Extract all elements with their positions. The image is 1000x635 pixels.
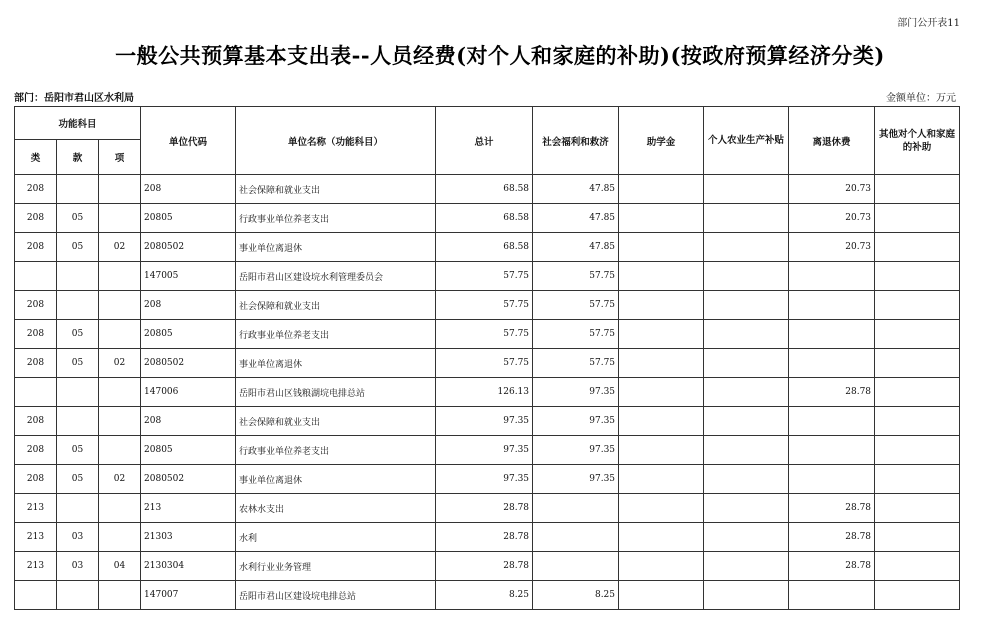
cell-unit-name: 岳阳市君山区建设垸电排总站 (236, 581, 436, 610)
header-lei: 类 (15, 140, 57, 175)
cell-agri-subsidy (704, 349, 789, 378)
table-row (15, 262, 960, 291)
cell-social-welfare (533, 494, 619, 523)
cell-kuan (57, 262, 99, 291)
cell-retirement: 28.78 (789, 494, 875, 523)
cell-retirement (789, 320, 875, 349)
table-row (15, 378, 960, 407)
cell-kuan (57, 407, 99, 436)
cell-lei: 208 (15, 407, 57, 436)
cell-unit-name: 社会保障和就业支出 (236, 175, 436, 204)
cell-unit-code: 2080502 (141, 465, 236, 494)
cell-scholarship (619, 204, 704, 233)
cell-kuan (57, 175, 99, 204)
cell-xiang (99, 407, 141, 436)
cell-total: 57.75 (436, 320, 533, 349)
cell-retirement (789, 581, 875, 610)
cell-agri-subsidy (704, 378, 789, 407)
cell-total: 28.78 (436, 552, 533, 581)
cell-social-welfare (533, 552, 619, 581)
cell-lei (15, 378, 57, 407)
cell-other-subsidy (875, 378, 960, 407)
cell-retirement: 20.73 (789, 233, 875, 262)
cell-total: 57.75 (436, 349, 533, 378)
cell-unit-code: 213 (141, 494, 236, 523)
cell-unit-code: 21303 (141, 523, 236, 552)
cell-lei: 208 (15, 436, 57, 465)
cell-kuan: 03 (57, 552, 99, 581)
cell-lei: 208 (15, 291, 57, 320)
cell-kuan: 05 (57, 204, 99, 233)
cell-lei: 208 (15, 465, 57, 494)
cell-agri-subsidy (704, 465, 789, 494)
cell-other-subsidy (875, 175, 960, 204)
cell-unit-name: 行政事业单位养老支出 (236, 436, 436, 465)
cell-xiang (99, 320, 141, 349)
cell-unit-code: 20805 (141, 320, 236, 349)
cell-total: 68.58 (436, 204, 533, 233)
cell-other-subsidy (875, 233, 960, 262)
table-row (15, 291, 960, 320)
cell-scholarship (619, 320, 704, 349)
cell-scholarship (619, 552, 704, 581)
cell-lei: 208 (15, 233, 57, 262)
cell-other-subsidy (875, 320, 960, 349)
cell-scholarship (619, 349, 704, 378)
header-total: 总计 (436, 107, 533, 175)
cell-scholarship (619, 436, 704, 465)
header-other-subsidy: 其他对个人和家庭的补助 (875, 107, 960, 175)
cell-unit-code: 147006 (141, 378, 236, 407)
cell-social-welfare: 97.35 (533, 436, 619, 465)
cell-lei: 208 (15, 320, 57, 349)
cell-retirement: 28.78 (789, 523, 875, 552)
cell-retirement (789, 407, 875, 436)
cell-total: 97.35 (436, 465, 533, 494)
cell-lei: 208 (15, 175, 57, 204)
cell-unit-code: 147007 (141, 581, 236, 610)
cell-other-subsidy (875, 581, 960, 610)
table-row (15, 233, 960, 262)
cell-unit-name: 事业单位离退休 (236, 233, 436, 262)
cell-unit-name: 事业单位离退休 (236, 349, 436, 378)
cell-agri-subsidy (704, 233, 789, 262)
cell-unit-code: 208 (141, 407, 236, 436)
cell-kuan (57, 378, 99, 407)
cell-agri-subsidy (704, 552, 789, 581)
cell-total: 97.35 (436, 436, 533, 465)
cell-total: 57.75 (436, 262, 533, 291)
table-body (15, 175, 960, 610)
cell-total: 28.78 (436, 523, 533, 552)
cell-xiang (99, 291, 141, 320)
cell-xiang (99, 175, 141, 204)
cell-other-subsidy (875, 552, 960, 581)
table-row (15, 552, 960, 581)
cell-retirement: 20.73 (789, 204, 875, 233)
cell-retirement: 28.78 (789, 552, 875, 581)
cell-xiang: 02 (99, 349, 141, 378)
table-row (15, 320, 960, 349)
cell-unit-code: 2080502 (141, 349, 236, 378)
cell-xiang (99, 204, 141, 233)
cell-agri-subsidy (704, 407, 789, 436)
cell-retirement: 20.73 (789, 175, 875, 204)
cell-kuan (57, 494, 99, 523)
cell-scholarship (619, 494, 704, 523)
cell-other-subsidy (875, 494, 960, 523)
cell-kuan: 05 (57, 465, 99, 494)
header-function-group: 功能科目 (15, 107, 141, 140)
cell-kuan (57, 291, 99, 320)
cell-scholarship (619, 581, 704, 610)
table-row (15, 349, 960, 378)
cell-unit-name: 行政事业单位养老支出 (236, 204, 436, 233)
cell-retirement (789, 291, 875, 320)
budget-table (14, 106, 960, 610)
cell-social-welfare: 57.75 (533, 349, 619, 378)
cell-other-subsidy (875, 523, 960, 552)
cell-scholarship (619, 262, 704, 291)
cell-agri-subsidy (704, 320, 789, 349)
cell-other-subsidy (875, 204, 960, 233)
header-xiang: 项 (99, 140, 141, 175)
cell-social-welfare: 57.75 (533, 291, 619, 320)
cell-scholarship (619, 233, 704, 262)
cell-kuan: 03 (57, 523, 99, 552)
cell-xiang: 02 (99, 233, 141, 262)
cell-lei: 213 (15, 552, 57, 581)
cell-scholarship (619, 523, 704, 552)
cell-lei (15, 581, 57, 610)
cell-total: 68.58 (436, 175, 533, 204)
header-unit-name: 单位名称（功能科目） (236, 107, 436, 175)
cell-unit-code: 2080502 (141, 233, 236, 262)
cell-xiang (99, 494, 141, 523)
cell-total: 126.13 (436, 378, 533, 407)
cell-scholarship (619, 465, 704, 494)
cell-scholarship (619, 407, 704, 436)
cell-agri-subsidy (704, 436, 789, 465)
cell-agri-subsidy (704, 523, 789, 552)
cell-agri-subsidy (704, 262, 789, 291)
cell-xiang (99, 436, 141, 465)
table-row (15, 407, 960, 436)
header-social-welfare: 社会福利和救济 (533, 107, 619, 175)
cell-unit-name: 行政事业单位养老支出 (236, 320, 436, 349)
cell-social-welfare: 97.35 (533, 407, 619, 436)
cell-agri-subsidy (704, 291, 789, 320)
cell-xiang: 02 (99, 465, 141, 494)
cell-xiang (99, 581, 141, 610)
page-title: 一般公共预算基本支出表--人员经费(对个人和家庭的补助)(按政府预算经济分类) (115, 43, 885, 68)
amount-unit-label: 金额单位：万元 (886, 93, 956, 104)
cell-unit-name: 岳阳市君山区建设垸水利管理委员会 (236, 262, 436, 291)
cell-other-subsidy (875, 465, 960, 494)
cell-total: 57.75 (436, 291, 533, 320)
cell-social-welfare: 47.85 (533, 233, 619, 262)
cell-other-subsidy (875, 407, 960, 436)
cell-unit-code: 147005 (141, 262, 236, 291)
table-row (15, 581, 960, 610)
cell-social-welfare: 97.35 (533, 378, 619, 407)
cell-lei: 213 (15, 494, 57, 523)
cell-other-subsidy (875, 349, 960, 378)
cell-scholarship (619, 378, 704, 407)
cell-retirement (789, 262, 875, 291)
cell-kuan: 05 (57, 233, 99, 262)
cell-total: 97.35 (436, 407, 533, 436)
cell-unit-name: 农林水支出 (236, 494, 436, 523)
cell-kuan: 05 (57, 436, 99, 465)
cell-kuan (57, 581, 99, 610)
cell-social-welfare: 8.25 (533, 581, 619, 610)
cell-social-welfare (533, 523, 619, 552)
cell-kuan: 05 (57, 349, 99, 378)
table-number-note: 部门公开表11 (897, 18, 960, 29)
table-row (15, 175, 960, 204)
table-row (15, 436, 960, 465)
cell-unit-code: 208 (141, 291, 236, 320)
cell-xiang (99, 523, 141, 552)
cell-unit-name: 事业单位离退休 (236, 465, 436, 494)
header-retirement: 离退休费 (789, 107, 875, 175)
cell-unit-code: 20805 (141, 436, 236, 465)
header-unit-code: 单位代码 (141, 107, 236, 175)
cell-unit-name: 水利行业业务管理 (236, 552, 436, 581)
cell-unit-name: 社会保障和就业支出 (236, 291, 436, 320)
cell-unit-name: 岳阳市君山区钱粮湖垸电排总站 (236, 378, 436, 407)
cell-xiang (99, 262, 141, 291)
cell-lei: 213 (15, 523, 57, 552)
cell-retirement: 28.78 (789, 378, 875, 407)
cell-lei: 208 (15, 349, 57, 378)
cell-social-welfare: 57.75 (533, 320, 619, 349)
cell-total: 28.78 (436, 494, 533, 523)
cell-unit-name: 水利 (236, 523, 436, 552)
table-row (15, 494, 960, 523)
cell-scholarship (619, 291, 704, 320)
cell-unit-code: 208 (141, 175, 236, 204)
department-label: 部门：岳阳市君山区水利局 (14, 93, 134, 104)
cell-unit-name: 社会保障和就业支出 (236, 407, 436, 436)
cell-unit-code: 2130304 (141, 552, 236, 581)
cell-other-subsidy (875, 262, 960, 291)
cell-xiang (99, 378, 141, 407)
cell-total: 68.58 (436, 233, 533, 262)
table-row (15, 465, 960, 494)
cell-social-welfare: 47.85 (533, 204, 619, 233)
header-agri-subsidy: 个人农业生产补贴 (704, 107, 789, 175)
cell-retirement (789, 465, 875, 494)
header-scholarship: 助学金 (619, 107, 704, 175)
table-row (15, 523, 960, 552)
cell-retirement (789, 349, 875, 378)
cell-agri-subsidy (704, 494, 789, 523)
cell-lei (15, 262, 57, 291)
header-kuan: 款 (57, 140, 99, 175)
cell-other-subsidy (875, 291, 960, 320)
cell-xiang: 04 (99, 552, 141, 581)
cell-other-subsidy (875, 436, 960, 465)
table-row (15, 204, 960, 233)
cell-retirement (789, 436, 875, 465)
cell-total: 8.25 (436, 581, 533, 610)
cell-agri-subsidy (704, 175, 789, 204)
cell-kuan: 05 (57, 320, 99, 349)
cell-agri-subsidy (704, 204, 789, 233)
cell-social-welfare: 57.75 (533, 262, 619, 291)
cell-agri-subsidy (704, 581, 789, 610)
cell-unit-code: 20805 (141, 204, 236, 233)
cell-social-welfare: 47.85 (533, 175, 619, 204)
cell-scholarship (619, 175, 704, 204)
cell-social-welfare: 97.35 (533, 465, 619, 494)
cell-lei: 208 (15, 204, 57, 233)
